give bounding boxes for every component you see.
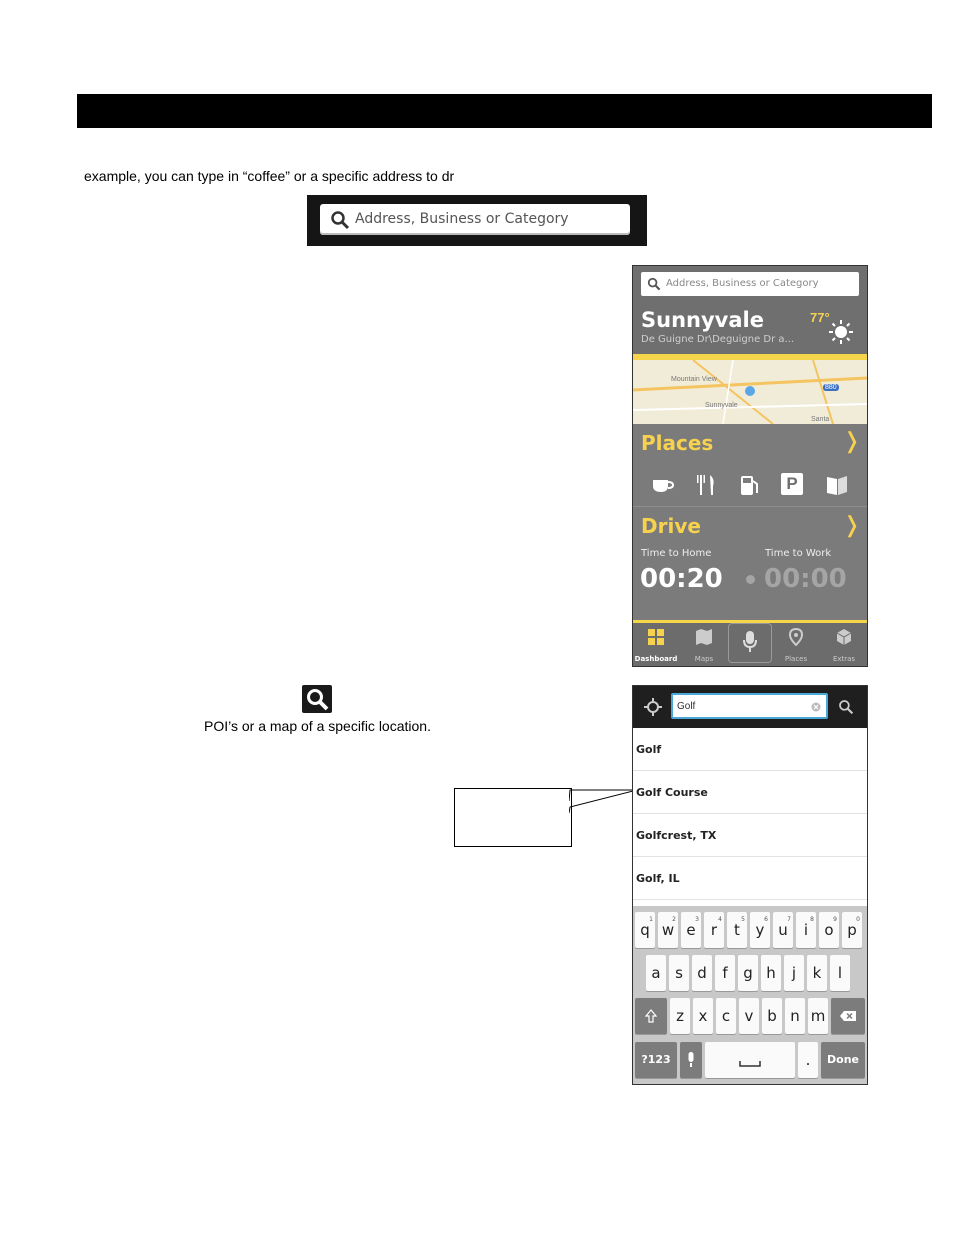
backspace-icon (839, 1010, 857, 1022)
period-key[interactable]: . (798, 1042, 818, 1078)
dashboard-header (633, 266, 867, 354)
crosshair-icon[interactable] (644, 698, 662, 716)
tab-label: Extras (832, 655, 856, 663)
search-icon (302, 685, 332, 713)
symbols-key[interactable]: ?123 (635, 1042, 677, 1078)
bottom-tab-bar (633, 620, 867, 666)
search-top-bar (633, 686, 867, 728)
voice-key[interactable] (680, 1042, 702, 1078)
cube-icon (836, 628, 852, 646)
street-name: De Guigne Dr\Deguigne Dr a... (641, 334, 795, 345)
shift-icon (645, 1009, 657, 1023)
key-x[interactable]: x (693, 998, 713, 1034)
search-icon (647, 277, 661, 291)
key-w[interactable]: 2 w (658, 912, 678, 948)
map-label-mountain-view: Mountain View (671, 376, 717, 383)
section-divider (633, 506, 867, 507)
search-bar-screenshot (307, 195, 647, 246)
key-t[interactable]: 5 t (727, 912, 747, 948)
space-icon (739, 1060, 761, 1068)
on-screen-keyboard (633, 906, 867, 1084)
key-d[interactable]: d (692, 955, 712, 991)
key-i[interactable]: 8 i (796, 912, 816, 948)
clear-icon[interactable] (811, 702, 821, 712)
dashboard-search-placeholder: Address, Business or Category (666, 278, 819, 289)
key-o[interactable]: 9 o (819, 912, 839, 948)
mini-map[interactable] (633, 354, 867, 424)
map-icon (695, 628, 713, 646)
dashboard-icon (647, 628, 665, 646)
tab-label: Dashboard (634, 655, 678, 663)
suggestion-item[interactable] (633, 771, 867, 814)
map-roads (633, 360, 867, 424)
shift-key[interactable] (635, 998, 667, 1034)
search-box[interactable] (320, 204, 630, 235)
search-icon (330, 210, 350, 230)
poi-paragraph: POI’s or a map of a specific location. (204, 718, 431, 734)
parking-letter: P (781, 473, 803, 495)
suggestion-item[interactable] (633, 728, 867, 771)
key-g[interactable]: g (738, 955, 758, 991)
city-name: Sunnyvale (641, 308, 764, 332)
key-j[interactable]: j (784, 955, 804, 991)
drive-title[interactable]: Drive (641, 514, 701, 538)
suggestion-text: Golfcrest, TX (636, 829, 717, 842)
key-n[interactable]: n (785, 998, 805, 1034)
time-to-work-label: Time to Work (765, 548, 832, 559)
key-c[interactable]: c (716, 998, 736, 1034)
suggestion-text: Golf Course (636, 786, 708, 799)
done-key[interactable]: Done (821, 1042, 865, 1078)
backspace-key[interactable] (831, 998, 865, 1034)
map-label-sunnyvale: Sunnyvale (705, 402, 738, 409)
highway-shield-880: 880 (825, 384, 837, 391)
place-category-icons (633, 473, 867, 499)
tab-extras[interactable] (821, 625, 867, 665)
suggestion-item[interactable] (633, 857, 867, 900)
key-h[interactable]: h (761, 955, 781, 991)
microphone-icon (686, 1052, 696, 1068)
key-a[interactable]: a (646, 955, 666, 991)
parking-icon[interactable] (781, 473, 803, 495)
drive-chevron-icon[interactable]: ❭ (842, 512, 861, 537)
tab-voice[interactable] (728, 623, 772, 663)
search-icon[interactable] (838, 699, 854, 715)
tab-label: Places (784, 655, 808, 663)
places-chevron-icon[interactable]: ❭ (842, 428, 861, 453)
coffee-icon[interactable] (651, 473, 675, 500)
key-z[interactable]: z (670, 998, 690, 1034)
suggestion-text: Golf, IL (636, 872, 680, 885)
time-to-work-value: 00:00 (764, 564, 847, 594)
tab-places[interactable] (773, 625, 819, 665)
suggestion-item[interactable] (633, 814, 867, 857)
callout-pointer (569, 785, 639, 821)
search-placeholder: Address, Business or Category (355, 211, 569, 227)
key-m[interactable]: m (808, 998, 828, 1034)
places-title[interactable]: Places (641, 431, 714, 455)
restaurant-icon[interactable] (697, 473, 717, 502)
intro-paragraph: example, you can type in “coffee” or a specific address to dr (84, 168, 455, 184)
search-input[interactable] (671, 693, 828, 719)
key-q[interactable]: 1 q (635, 912, 655, 948)
search-screenshot (632, 685, 868, 1085)
status-dot (746, 575, 755, 584)
callout-box (454, 788, 572, 847)
key-s[interactable]: s (669, 955, 689, 991)
dashboard-search-input[interactable] (641, 272, 859, 296)
temperature: 77° (810, 310, 830, 325)
microphone-icon (742, 630, 758, 654)
key-e[interactable]: 3 e (681, 912, 701, 948)
search-input-value: Golf (677, 701, 696, 712)
place-pin-icon (788, 628, 804, 646)
tab-maps[interactable] (681, 625, 727, 665)
key-k[interactable]: k (807, 955, 827, 991)
key-v[interactable]: v (739, 998, 759, 1034)
key-u[interactable]: 7 u (773, 912, 793, 948)
key-f[interactable]: f (715, 955, 735, 991)
dashboard-screenshot (632, 265, 868, 667)
section-header-bar (77, 94, 932, 128)
map-label-santa: Santa (811, 416, 830, 423)
suggestion-text: Golf (636, 743, 662, 756)
key-y[interactable]: 6 y (750, 912, 770, 948)
sun-icon (828, 319, 854, 345)
tab-label: Maps (694, 655, 714, 663)
book-icon[interactable] (825, 473, 849, 502)
time-to-home-label: Time to Home (641, 548, 712, 559)
gas-station-icon[interactable] (739, 473, 761, 502)
key-p[interactable]: 0 p (842, 912, 862, 948)
key-b[interactable]: b (762, 998, 782, 1034)
space-key[interactable] (705, 1042, 795, 1078)
time-to-home-value: 00:20 (640, 564, 723, 594)
key-l[interactable]: l (830, 955, 850, 991)
key-r[interactable]: 4 r (704, 912, 724, 948)
tab-dashboard[interactable] (633, 625, 679, 665)
